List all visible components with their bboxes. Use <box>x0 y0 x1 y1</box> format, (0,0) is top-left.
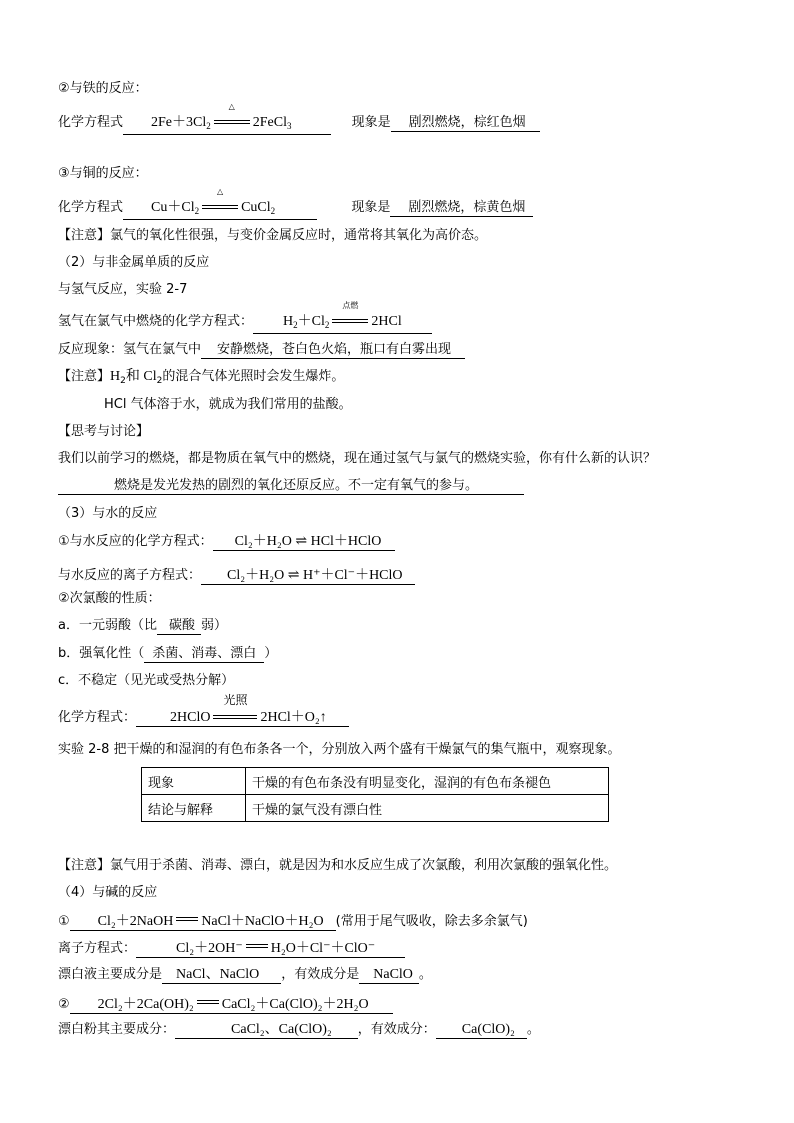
prop-oxidizing <box>58 645 277 663</box>
bleach-liq-prefix: 漂白液主要成分是 <box>58 967 163 982</box>
bleach-liquid-line <box>58 966 432 984</box>
prop-weak-acid <box>58 617 227 635</box>
h2-eq-right: 2HCl <box>371 314 402 329</box>
prop-a-suffix: 弱） <box>200 618 227 633</box>
heat-condition-sign <box>212 102 252 128</box>
cu-eq-label: 化学方程式 <box>58 200 124 215</box>
experiment-2-7: 与氢气反应，实验 2-7 <box>58 282 188 297</box>
note2-cl-sub: 2 <box>156 376 163 386</box>
note-hcl-acid: HCl 气体溶于水，就成为我们常用的盐酸。 <box>104 397 352 412</box>
cu-eq-right-sub: 2 <box>270 206 276 216</box>
table-row <box>142 768 609 795</box>
cu-equation-line <box>58 187 533 220</box>
water-ion-equation: Cl₂＋H₂O ⇌ H⁺＋Cl⁻＋HClO <box>201 568 415 585</box>
bleach-liq: NaCl、NaClO <box>162 967 281 984</box>
cu-phenomenon: 剧烈燃烧，棕黄色烟 <box>390 200 533 217</box>
h2-eq-prefix: 氢气在氯气中燃烧的化学方程式： <box>58 314 254 329</box>
ion-right: H₂O＋Cl⁻＋ClO⁻ <box>270 941 376 956</box>
decomp-left: 2HClO <box>170 710 211 725</box>
section-nonmetal-heading: （2）与非金属单质的反应 <box>58 255 210 270</box>
bleach-powder-line <box>58 1021 540 1039</box>
think-question: 我们以前学习的燃烧，都是物质在氧气中的燃烧，现在通过氢气与氯气的燃烧实验，你有什么新的认识？ <box>58 451 657 466</box>
decomp-right: 2HCl＋O₂↑ <box>260 710 327 725</box>
r1-num: ① <box>58 914 70 929</box>
note-explosion <box>58 368 344 390</box>
cl2-symbol: ＋Cl <box>297 314 325 329</box>
powder: CaCl₂、Ca(ClO)₂ <box>175 1022 358 1039</box>
h2-cl2-equation <box>253 301 432 334</box>
powder-mid: ，有效成分： <box>357 1022 436 1037</box>
h2-phen-prefix: 反应现象：氢气在氯气中 <box>58 342 202 357</box>
equals-sign <box>244 938 270 954</box>
ignition-condition-sign <box>330 301 370 327</box>
prop-a-blank: 碳酸 <box>157 618 201 635</box>
water-ion-prefix: 与水反应的离子方程式： <box>58 568 202 583</box>
decomp-prefix: 化学方程式： <box>58 710 137 725</box>
table-cell: 现象 <box>142 768 246 795</box>
ignite-cond: 点燃 <box>342 301 359 310</box>
note-oxidation: 【注意】氯气的氧化性很强，与变价金属反应时，通常将其氧化为高价态。 <box>58 228 488 243</box>
prop-b-prefix: b．强氧化性（ <box>58 646 145 661</box>
ion-equation <box>136 938 405 958</box>
h2-sub: 2 <box>293 320 298 330</box>
fe-phen-label: 现象是 <box>351 115 391 130</box>
cu-eq-right: CuCl <box>241 200 271 215</box>
fe-eq-left-sub: 2 <box>206 121 211 131</box>
think-answer: 燃烧是发光发热的剧烈的氧化还原反应。不一定有氧气的参与。 <box>58 478 524 495</box>
cu-equation <box>123 187 317 220</box>
think-answer-line <box>58 477 524 495</box>
water-eq-line <box>58 533 395 551</box>
hclo-properties-heading: ②次氯酸的性质： <box>58 591 161 606</box>
fe-eq-right: 2FeCl <box>252 115 287 130</box>
powder-eff: Ca(ClO)₂ <box>436 1022 527 1039</box>
bleach-liq-mid: ，有效成分是 <box>281 967 360 982</box>
ion-left: Cl₂＋2OH⁻ <box>176 941 243 956</box>
table-row <box>142 795 609 822</box>
fe-eq-left: 2Fe＋3Cl <box>151 115 207 130</box>
h2-cl2-equation-line <box>58 301 432 334</box>
cu-eq-left: Cu＋Cl <box>151 200 195 215</box>
r2-left: 2Cl₂＋2Ca(OH)₂ <box>97 997 194 1012</box>
r1-note: (常用于尾气吸收，除去多余氯气) <box>335 914 528 929</box>
note2-h-sub: 2 <box>120 376 126 386</box>
cu-phen-label: 现象是 <box>351 200 391 215</box>
prop-unstable: c．不稳定（见光或受热分解） <box>58 673 235 688</box>
fe-heading: ②与铁的反应： <box>58 81 148 96</box>
prop-b-blank: 杀菌、消毒、漂白 <box>144 646 264 663</box>
equals-sign <box>195 994 221 1010</box>
fe-cond: △ <box>228 102 235 111</box>
ion-eq-line <box>58 938 405 958</box>
light-condition-sign <box>211 693 259 723</box>
experiment-2-8: 实验 2-8 把干燥的和湿润的有色布条各一个，分别放入两个盛有干燥氯气的集气瓶中，观察现象。 <box>58 742 621 757</box>
table-cell: 干燥的有色布条没有明显变化，湿润的有色布条褪色 <box>246 768 609 795</box>
observation-table <box>141 767 609 822</box>
h2-symbol: H <box>283 314 294 329</box>
hclo-decomp-line <box>58 693 349 727</box>
r1-right: NaCl＋NaClO＋H₂O <box>201 914 324 929</box>
water-equation: Cl₂＋H₂O ⇌ HCl＋HClO <box>213 534 396 551</box>
equals-sign <box>174 911 200 927</box>
light-cond: 光照 <box>223 693 248 707</box>
period: 。 <box>526 1022 540 1037</box>
cu-heading: ③与铜的反应： <box>58 166 148 181</box>
think-title: 【思考与讨论】 <box>58 424 150 439</box>
caoh-eq-line <box>58 994 393 1014</box>
powder-prefix: 漂白粉其主要成分： <box>58 1022 176 1037</box>
caoh-equation <box>70 994 393 1014</box>
fe-eq-label: 化学方程式 <box>58 115 124 130</box>
water-eq-prefix: ①与水反应的化学方程式： <box>58 534 213 549</box>
heat-condition-sign <box>200 187 240 213</box>
cl2-sub: 2 <box>324 320 330 330</box>
table-cell: 干燥的氯气没有漂白性 <box>246 795 609 822</box>
prop-b-suffix: ） <box>264 646 278 661</box>
note-bleach: 【注意】氯气用于杀菌、消毒、漂白，就是因为和水反应生成了次氯酸，利用次氯酸的强氧化性。 <box>58 858 618 873</box>
fe-eq-right-sub: 3 <box>286 121 292 131</box>
cu-eq-left-sub: 2 <box>194 206 200 216</box>
h2-phenomenon-line <box>58 341 465 359</box>
decomp-equation <box>136 693 349 727</box>
r2-num: ② <box>58 997 70 1012</box>
h2-phenomenon: 安静燃烧，苍白色火焰，瓶口有白雾出现 <box>201 342 465 359</box>
period: 。 <box>418 967 432 982</box>
table-cell: 结论与解释 <box>142 795 246 822</box>
note2-mid: 和 Cl <box>125 369 157 384</box>
note2-h: H <box>110 369 121 384</box>
naoh-eq-line <box>58 911 528 931</box>
naoh-equation <box>70 911 336 931</box>
bleach-liq-eff: NaClO <box>359 967 419 984</box>
note2-tag: 【注意】 <box>58 369 111 384</box>
cu-cond: △ <box>217 187 224 196</box>
fe-phenomenon: 剧烈燃烧，棕红色烟 <box>391 115 540 132</box>
r2-right: CaCl₂＋Ca(ClO)₂＋2H₂O <box>221 997 369 1012</box>
fe-equation <box>123 102 331 135</box>
water-ion-eq-line <box>58 567 415 585</box>
ion-prefix: 离子方程式： <box>58 941 137 956</box>
r1-left: Cl₂＋2NaOH <box>97 914 174 929</box>
note2-rest: 的混合气体光照时会发生爆炸。 <box>162 369 345 384</box>
prop-a-prefix: a．一元弱酸（比 <box>58 618 157 633</box>
fe-equation-line <box>58 102 540 135</box>
section-base-heading: （4）与碱的反应 <box>58 885 158 900</box>
section-water-heading: （3）与水的反应 <box>58 506 158 521</box>
